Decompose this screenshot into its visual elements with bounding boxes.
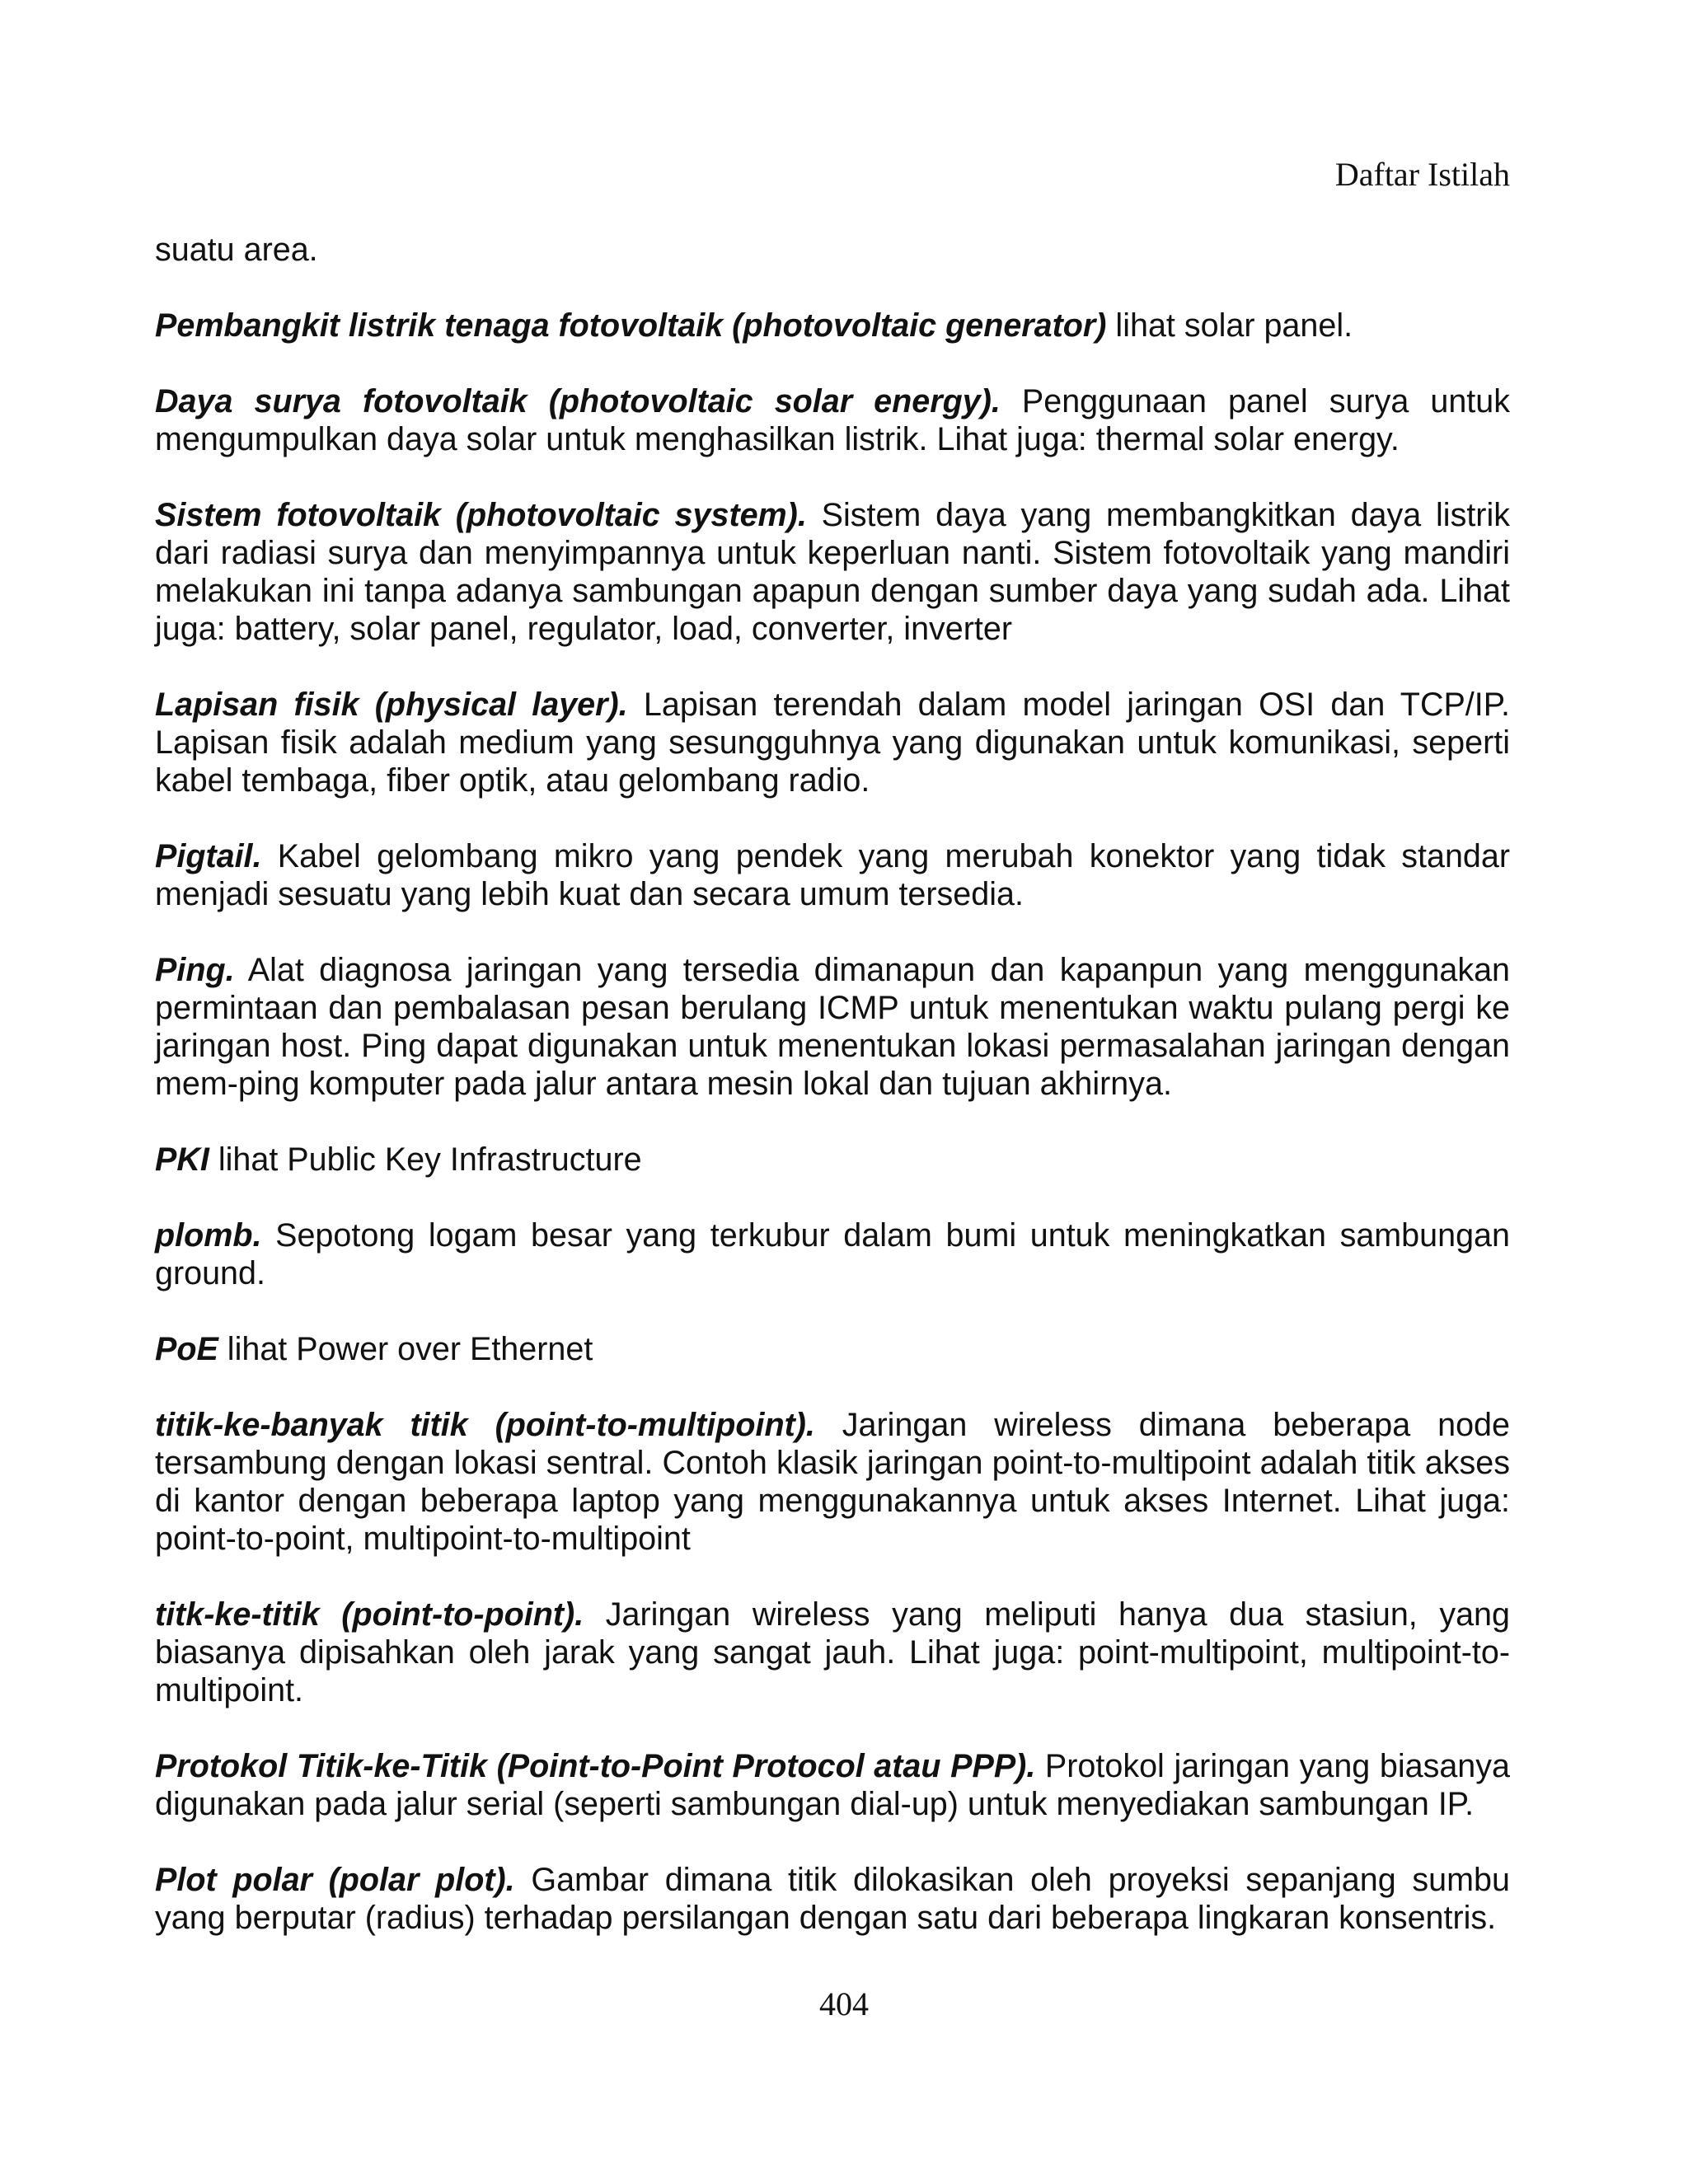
glossary-term: plomb. [155, 1217, 262, 1254]
glossary-entry [155, 1861, 1510, 1937]
glossary-entry [155, 1406, 1510, 1558]
glossary-definition: Protokol jaringan yang biasanya digunakan pada jalur serial (seperti sambungan dial-up) untuk menyediakan sambungan IP. [155, 1748, 1510, 1822]
glossary-term: Pigtail. [155, 838, 262, 874]
glossary-term: Plot polar (polar plot). [155, 1862, 515, 1898]
glossary-definition: Penggunaan panel surya untuk mengumpulkan daya solar untuk menghasilkan listrik. Lihat juga: thermal solar energy. [155, 383, 1510, 457]
running-header: Daftar Istilah [1334, 156, 1510, 193]
glossary-content [155, 231, 1510, 1937]
glossary-definition: Gambar dimana titik dilokasikan oleh proyeksi sepanjang sumbu yang berputar (radius) terhadap persilangan dengan satu dari beberapa lingkaran konsentris. [155, 1862, 1510, 1936]
glossary-term: Ping. [155, 952, 235, 988]
glossary-definition: lihat Public Key Infrastructure [209, 1141, 642, 1178]
glossary-entry [155, 1216, 1510, 1292]
glossary-term: Lapisan fisik (physical layer). [155, 687, 628, 723]
continuation-text: suatu area. [155, 232, 318, 268]
glossary-definition: Kabel gelombang mikro yang pendek yang merubah konektor yang tidak standar menjadi sesuatu yang lebih kuat dan secara umum tersedia. [155, 838, 1510, 912]
glossary-term: titk-ke-titik (point-to-point). [155, 1596, 584, 1633]
page-number: 404 [819, 1985, 869, 2022]
glossary-entry [155, 1747, 1510, 1823]
glossary-entry [155, 837, 1510, 913]
glossary-definition: lihat Power over Ethernet [218, 1331, 593, 1367]
glossary-entry [155, 496, 1510, 648]
glossary-term: Pembangkit listrik tenaga fotovoltaik (photovoltaic generator) [155, 307, 1107, 344]
glossary-definition: Sepotong logam besar yang terkubur dalam bumi untuk meningkatkan sambungan ground. [155, 1217, 1510, 1291]
glossary-entry [155, 382, 1510, 458]
glossary-term: Daya surya fotovoltaik (photovoltaic solar energy). [155, 383, 1001, 419]
glossary-definition: Lapisan terendah dalam model jaringan OSI dan TCP/IP. Lapisan fisik adalah medium yang sesungguhnya yang digunakan untuk komunikasi, seperti kabel tembaga, fiber optik, atau gelombang radio. [155, 687, 1510, 799]
glossary-term: Protokol Titik-ke-Titik (Point-to-Point Protocol atau PPP). [155, 1748, 1036, 1784]
glossary-entry [155, 1596, 1510, 1709]
glossary-definition: Alat diagnosa jaringan yang tersedia dimanapun dan kapanpun yang menggunakan permintaan dan pembalasan pesan berulang ICMP untuk menentukan waktu pulang pergi ke jaringan host. Ping dapat digunakan untuk menentukan lokasi permasalahan jaringan dengan mem-ping komputer pada jalur antara mesin lokal dan tujuan akhirnya. [155, 952, 1510, 1102]
glossary-entry [155, 951, 1510, 1103]
glossary-term: Sistem fotovoltaik (photovoltaic system). [155, 497, 807, 533]
glossary-definition: lihat solar panel. [1106, 307, 1353, 344]
glossary-term: PoE [155, 1331, 218, 1367]
glossary-definition: Jaringan wireless yang meliputi hanya dua stasiun, yang biasanya dipisahkan oleh jarak yang sangat jauh. Lihat juga: point-multipoint, multipoint-to-multipoint. [155, 1596, 1510, 1708]
glossary-entry [155, 686, 1510, 799]
glossary-entry [155, 307, 1510, 344]
glossary-definition: Sistem daya yang membangkitkan daya listrik dari radiasi surya dan menyimpannya untuk keperluan nanti. Sistem fotovoltaik yang mandiri melakukan ini tanpa adanya sambungan apapun dengan sumber daya yang sudah ada. Lihat juga: battery, solar panel, regulator, load, converter, inverter [155, 497, 1510, 647]
glossary-definition: Jaringan wireless dimana beberapa node tersambung dengan lokasi sentral. Contoh klasik jaringan point-to-multipoint adalah titik akses di kantor dengan beberapa laptop yang menggunakannya untuk akses Internet. Lihat juga: point-to-point, multipoint-to-multipoint [155, 1407, 1510, 1557]
glossary-term: titik-ke-banyak titik (point-to-multipoint). [155, 1407, 815, 1443]
glossary-entry [155, 1141, 1510, 1179]
glossary-term: PKI [155, 1141, 209, 1178]
glossary-entry [155, 1330, 1510, 1368]
